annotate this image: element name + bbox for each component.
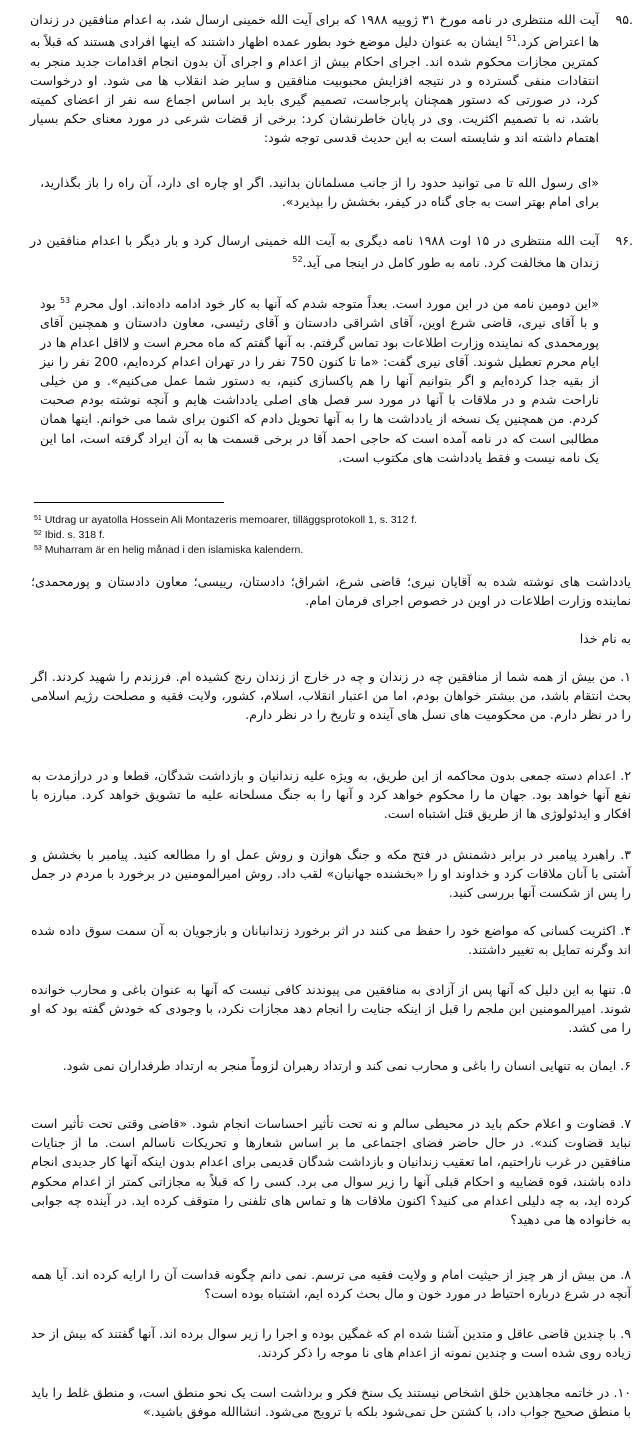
paragraph-number-96: .۹۶ bbox=[615, 233, 633, 248]
paragraph-95-text: آیت الله منتظری در نامه مورخ ۳۱ ژوییه ۱۹۸۸ که برای آیت الله خمینی ارسال شد، به اعدام منافقین در زندان ها اعتراض کرد. bbox=[30, 12, 600, 50]
point-10: ۱۰. در خاتمه مجاهدین خلق اشخاص نیستند یک سنخ فکر و برداشت است یک نحو منطق است، و منطق غلط را باید با منطق صحیح جواب داد، با کشتن حل نمی‌شود بلکه با ترویج می‌شود. انشاالله موفق باشید.» bbox=[31, 1385, 631, 1420]
footnote-52-text: Ibid. s. 318 f. bbox=[41, 529, 105, 541]
letter-quote-text-cont: بود و با آقای نیری، قاضی شرع اوین، آقای اشراقی دادستان و آقای رئیسی، معاون دادستان و همچنین آقای پورمحمدی که نماینده وزارت اطلاعات بود تماس گرفتم. به آنها گفتم که ماه محرم است و لااقل اعدام ها در ایام محرم تعطیل شوند. آقای نیری گفت: «ما تا کنون 750 نفر را در تهران اعدام کرده‌ایم، 200 نفر را نیز از بقیه جدا کرده‌ایم و اگر بتوانیم آنها را هم پاکسازی کنیم، به دستور شما عمل می‌کنیم». و من خیلی ناراحت شدم و در ملاقات با آنها در مورد سر فصل های اصلی یادداشت هایم و آنچه نوشته بودم صحبت کردم. من همچنین یک نسخه از یادداشت ها را به آنها تحویل دادم که اکنون برای شما می خوانم. اینها همان مطالبی است که در نامه آمده است که حاجی احمد آقا در برخی قسمت ها به آن ایراد گرفته است، اما این یک نامه نیست و فقط یادداشت های مکتوب است. bbox=[40, 296, 599, 465]
point-6: ۶. ایمان به تنهایی انسان را باغی و محارب نمی کند و ارتداد رهبران لزوماً منجر به ارتداد طرفداران نمی شود. bbox=[62, 1058, 631, 1073]
footnote-53 bbox=[34, 543, 303, 557]
point-8: ۸. من بیش از هر چیز از حیثیت امام و ولایت فقیه می ترسم. نمی دانم چگونه قداست آن را ارایه کرده اند. آیا همه آنچه در شرع درباره احتیاط در مورد خون و مال بحث کرده ایم، اشتباه بوده است؟ bbox=[31, 1267, 631, 1302]
footnote-ref-53: 53 bbox=[59, 296, 71, 305]
point-5: ۵. تنها به این دلیل که آنها پس از آزادی به منافقین می پیوندند کافی نیست که آنها به عنوان باغی و محارب خوانده شوند. امیرالمومنین ابن ملجم را قبل از اینکه جنایت را انجام دهد مجازات نکرد، با وجودی که خودش گفته بود که او را می کشد. bbox=[31, 982, 631, 1036]
footnote-separator bbox=[34, 502, 224, 503]
point-3: ۳. راهبرد پیامبر در برابر دشمنش در فتح مکه و جنگ هوازن و روش عمل او را مطالعه کنید. پیامبر با بخشش و آشتی با آنان ملاقات کرد و خداوند او را «بخشنده جهانیان» لقب داد. روش امیرالمومنین در برخورد با مردم در جمل را پس از شکست آنها بررسی کنید. bbox=[31, 847, 631, 901]
letter-quote-text: «این دومین نامه من در این مورد است. بعداً متوجه شدم که آنها به کار خود ادامه داده‌اند. اول محرم bbox=[74, 296, 599, 312]
point-2: ۲. اعدام دسته جمعی بدون محاکمه از این طریق، به ویژه علیه زندانیان و بازداشت شدگان، قطعا و در درازمدت به نفع آنها خواهد بود. جهان ما را محکوم خواهد کرد و آنها را به جنگ مسلحانه علیه ما تشویق خواهد کرد. مبارزه با افکار و ایدئولوژی ها از طریق قتل اشتباه است. bbox=[31, 768, 631, 822]
point-9: ۹. با چندین قاضی عاقل و متدین آشنا شده ام که غمگین بوده و اجرا را زیر سوال برده اند. آنها گفتند که بیش از حد زیاده روی شده است و چندین نمونه از اعدام های نا موجه را ذکر کردند. bbox=[31, 1326, 631, 1361]
paragraph-96 bbox=[30, 231, 599, 273]
paragraph-96-text: آیت الله منتظری در ۱۵ اوت ۱۹۸۸ نامه دیگری به آیت الله خمینی ارسال کرد و بار دیگر با اعدام منافقین در زندان ها مخالفت کرد. نامه به طور کامل در اینجا می آید. bbox=[30, 233, 599, 271]
footnote-51-text: Utdrag ur ayatolla Hossein Ali Montazeris memoarer, tilläggsprotokoll 1, s. 312 f. bbox=[41, 514, 418, 526]
point-1: ۱. من بیش از همه شما از منافقین چه در زندان و چه در خارج از زندان رنج کشیده ام. فرزندم را شهید کردند. اگر بحث انتقام باشد، من بیشتر خواهان بودم، اما من اعتبار انقلاب، اسلام، کشور، ولایت فقیه و مصلحت رژیم اسلامی را در نظر دارم. من محکومیت های نسل های آینده و تاریخ را در نظر دارم. bbox=[31, 669, 631, 723]
footnote-ref-51: 51 bbox=[506, 34, 517, 44]
point-4: ۴. اکثریت کسانی که مواضع خود را حفظ می کنند در اثر برخورد زندانبانان و بازجویان به آن سمت سوق داده شده اند وگرنه تمایل به تغییر داشتند. bbox=[31, 923, 631, 958]
footnote-52-number: 52 bbox=[34, 530, 42, 537]
point-7: ۷. قضاوت و اعلام حکم باید در محیطی سالم و نه تحت تأثیر احساسات انجام شود. «قاضی وقتی تحت تأثیر است نباید قضاوت کند». در حال حاضر فضای اجتماعی ما بر اساس شعارها و تحریکات ناسالم است. ما از جنایات منافقین در غرب ناراحتیم، اما تعقیب زندانیان و بازداشت شدگان قدیمی برای اعدام بدون اینکه آنها کار جدیدی انجام داده باشند، قوه قضاییه و احکام قبلی آنها را زیر سوال می برد. کسی را که قبلاً به مجازاتی کمتر از اعدام محکوم کرده اید، به چه دلیلی اعدام می کنید؟ اکنون ملاقات ها و تماس های تلفنی را متوقف کرده اید. در آینده چه جوابی به خانواده ها می دهید؟ bbox=[31, 1116, 631, 1228]
bismillah: به نام خدا bbox=[579, 631, 631, 646]
paragraph-95-text-cont: ایشان به عنوان دلیل موضع خود بطور عمده اظهار داشتند که اینها افرادی هستند که قبلاً به کمترین مجازات محکوم شده اند. اجرای احکام بیش از اعدام و اجرای آن بدون انجام اقدامات جدید منجر به انتقادات منفی گسترده و در نتیجه افزایش محبوبیت منافقین و سایر ضد انقلاب ها می شود. او درخواست کرد، در صورتی که دستور همچنان پابرجاست، تصمیم گیری باید بر اساس اجماع سه نفر از اعضای کمیته باشد، نه با تصمیم اکثریت. وی در پایان خاطرنشان کرد: برخی از قضات شرعی در مورد معنای حکم بسیار اهتمام داشته اند و شایسته است به این حدیث قدسی توجه شود: bbox=[30, 34, 599, 146]
footnote-52 bbox=[34, 528, 105, 542]
footnote-53-text: Muharram är en helig månad i den islamiska kalendern. bbox=[41, 544, 304, 556]
paragraph-95 bbox=[30, 10, 599, 148]
notes-intro: یادداشت های نوشته شده به آقایان نیری؛ قاضی شرع، اشراق؛ دادستان، رییسی؛ معاون دادستان و پورمحمدی؛ نماینده وزارت اطلاعات در اوین در خصوص اجرای فرمان امام. bbox=[31, 574, 631, 609]
footnote-ref-52: 52 bbox=[292, 255, 303, 265]
letter-quote bbox=[40, 291, 599, 467]
footnote-51 bbox=[34, 513, 417, 527]
footnote-53-number: 53 bbox=[34, 545, 42, 552]
paragraph-number-95: .۹۵ bbox=[615, 12, 633, 27]
footnote-51-number: 51 bbox=[34, 515, 42, 522]
hadith-quote: «ای رسول الله تا می توانید حدود را از جانب مسلمانان بدانید. اگر او چاره ای دارد، آن راه را باز بگذارید، برای امام بهتر است به جای گناه در کیفر، بخشش را بپذیرد». bbox=[40, 175, 599, 210]
